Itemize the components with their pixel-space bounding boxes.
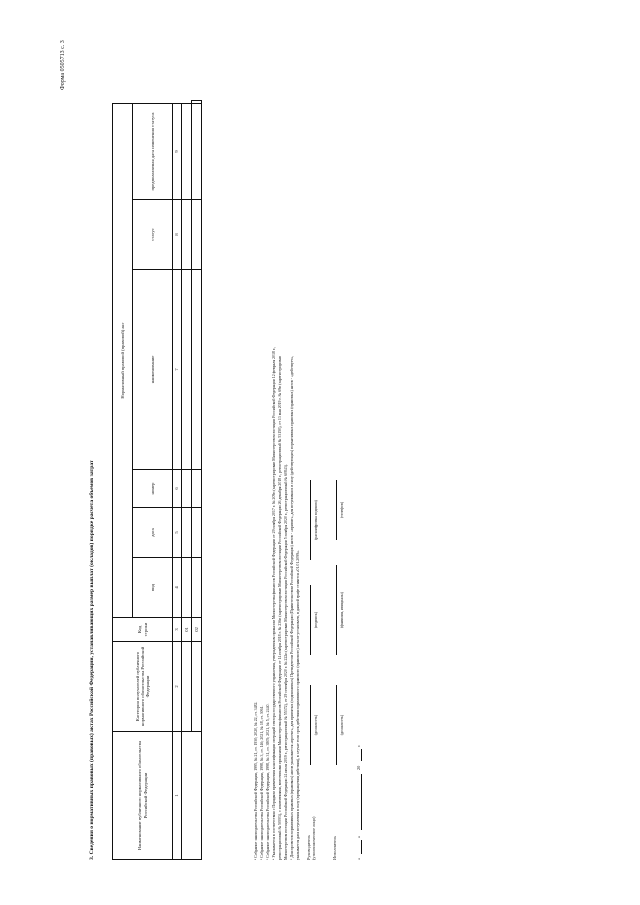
footnote: ⁴ Указывается в соответствии с Порядком применения классификации операций сектора государственного управления, утвержденным приказом Министерства финансов Российской Федерации от 29 ноября 2017 г. № 209н (зарегистрирован Министерством юстиции Российской Федерации 12 февраля 2018 г., <box>272 347 276 860</box>
header-pno-name: Наименование публичного нормативного обязательства Российской Федерации <box>113 732 173 860</box>
table-cell <box>192 508 202 558</box>
head-title: Руководитель <box>306 835 311 860</box>
executor-position-label: (должность) <box>340 714 344 736</box>
header-status-change-date: предполагаемая дата изменения статуса <box>133 104 173 200</box>
table-cell <box>182 732 202 860</box>
executor-phone-label: (телефон) <box>340 501 344 519</box>
footnote: ¹ Собрание законодательства Российской Федерации, 1995, № 21, ст. 1930; 2020, № 22, ст. 3482. <box>254 701 258 860</box>
head-subtitle: (уполномоченное лицо) <box>311 816 317 860</box>
date-year-prefix: 20 <box>356 765 361 770</box>
executor-name-line <box>336 565 337 655</box>
table-cell <box>182 558 192 618</box>
footnote: указывается дата вступления в силу (прекращения действия), в случае если срок действия нормативного правового (правового) акта не установлен, в данной графе ставится «01.01.2099». <box>296 550 300 860</box>
column-number: 4 <box>173 558 182 618</box>
head-signature-title <box>306 817 317 860</box>
table-cell <box>182 200 192 270</box>
table-cell <box>192 642 202 732</box>
executor-name-label: (фамилия, инициалы) <box>340 592 344 628</box>
head-signature-line <box>310 585 311 655</box>
footnote: регистрационный № 50003), с изменениями, внесенными приказами Министерства финансов Российской Федерации от 14 ноября 2018 г. № 236н (зарегистрирован Министерством юстиции Российской Федерации 26 декабря 2018 г., регистрационный № 53150), от 13 мая 2019 г. № 69н (зарегистрирован <box>278 355 282 860</box>
header-act-name: наименование <box>133 270 173 470</box>
table-cell <box>192 470 202 508</box>
footnote: ² Собрание законодательства Российской Федерации, 1998, № 3, ст. 146; 2021, № 18, ст. 3061. <box>260 705 264 860</box>
table-cell <box>192 200 202 270</box>
header-row-code: Код строки <box>113 618 173 642</box>
table-cell <box>182 104 192 200</box>
table-cell <box>192 101 202 104</box>
column-number: 5 <box>173 508 182 558</box>
header-act-number: номер <box>133 470 173 508</box>
column-number: 3 <box>173 618 182 642</box>
header-recipient-category: Категория получателей публичного нормативного обязательства Российской Федерации <box>113 642 173 732</box>
executor-position-line <box>336 685 337 765</box>
row-code: 02 <box>192 618 202 642</box>
date-year-line <box>361 749 362 761</box>
header-legal-act-group: Нормативный правовой (правовой) акт <box>113 104 133 618</box>
column-number: 7 <box>173 270 182 470</box>
form-id: Форма 0505713 с. 3 <box>60 40 66 90</box>
table-cell <box>182 270 192 470</box>
table-cell <box>192 558 202 618</box>
executor-title: Исполнитель <box>332 835 337 860</box>
row-code: 01 <box>182 618 192 642</box>
footnote: ⁵ Для проектов нормативных правовых (правовых) актов указывается «проект», для принятых (подписанных) Президентом Российской Федерации (Правительством Российской Федерации) актов - «принят», для вступивших в силу (действующих) нормативных правовых (правовых) актов - «действует», <box>290 355 294 860</box>
date-day-line <box>361 840 362 854</box>
column-number: 2 <box>173 642 182 732</box>
table-cell <box>192 104 202 200</box>
head-position-label: (должность) <box>314 714 318 736</box>
head-decoding-label: (расшифровка подписи) <box>314 500 318 540</box>
column-number: 1 <box>173 732 182 860</box>
head-signature-label: (подпись) <box>314 611 318 629</box>
footnote: Министерством юстиции Российской Федерации 24 июля 2019 г., регистрационный № 55372), от 29 сентября 2020 г. № 222н (зарегистрирован Министерством юстиции Российской Федерации 5 ноября 2020 г., регистрационный № 60843). <box>284 463 288 860</box>
head-decoding-line <box>310 480 311 560</box>
header-act-type: вид <box>133 558 173 618</box>
date-year-suffix: г. <box>356 744 361 747</box>
date-month-line <box>361 774 362 830</box>
executor-phone-line <box>336 480 337 540</box>
column-number: 8 <box>173 200 182 270</box>
table-cell <box>182 642 192 732</box>
header-act-date: дата <box>133 508 173 558</box>
column-number: 9 <box>173 104 182 200</box>
column-number: 6 <box>173 470 182 508</box>
nla-table <box>112 100 202 860</box>
head-position-line <box>310 685 311 765</box>
table-cell <box>192 270 202 470</box>
date-close-quote: » <box>356 835 361 838</box>
table-row <box>182 101 192 860</box>
footnote: ³ Собрание законодательства Российской Федерации, 1998, № 31, ст. 3805; 2021, № 5, ст. 2440. <box>266 703 270 860</box>
date-open-quote: « <box>356 857 361 860</box>
header-act-status: статус <box>133 200 173 270</box>
rotated-form-content <box>56 40 576 860</box>
column-number-row <box>173 101 182 860</box>
section-heading: 3. Сведения о нормативных правовых (правовых) актах Российской Федерации, устанавливающих размер выплат (окладов) порядке расчета объемов затрат <box>89 460 95 860</box>
table-cell <box>182 470 192 508</box>
table-cell <box>182 508 192 558</box>
